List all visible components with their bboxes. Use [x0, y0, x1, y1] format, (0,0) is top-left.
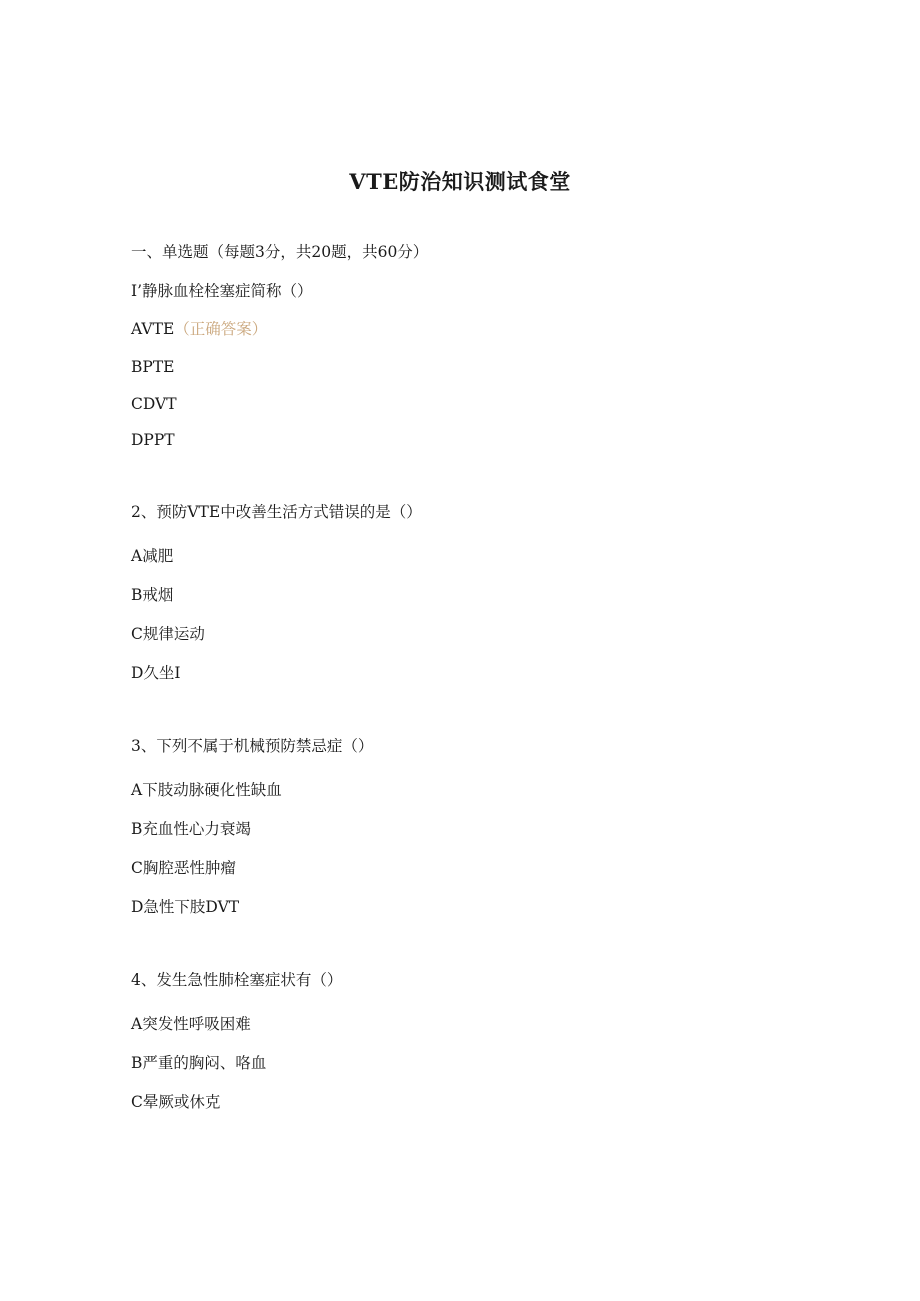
question-2-option-b: B戒烟: [131, 586, 174, 604]
question-3-option-d: D急性下肢DVT: [131, 898, 240, 916]
question-4-option-b: B严重的胸闷、咯血: [131, 1054, 267, 1072]
question-4-option-c: C晕厥或休克: [131, 1093, 221, 1111]
question-4-stem: 4、发生急性肺栓塞症状有（）: [131, 971, 343, 989]
option-text: AVTE: [131, 320, 175, 338]
page-title: VTE防治知识测试食堂: [349, 169, 571, 194]
question-2-stem: 2、预防VTE中改善生活方式错误的是（）: [131, 503, 422, 521]
question-2-option-a: A减肥: [131, 547, 174, 565]
question-3-option-c: C胸腔恶性肿瘤: [131, 859, 236, 877]
question-2-option-d: D久坐I: [131, 664, 181, 682]
question-3-option-a: A下肢动脉硬化性缺血: [131, 781, 282, 799]
question-1-stem: I’静脉血栓栓塞症简称（）: [131, 282, 313, 300]
section-heading: 一、单选题（每题3分，共20题，共60分）: [131, 243, 429, 261]
question-4-option-a: A突发性呼吸困难: [131, 1015, 251, 1033]
question-1-option-a: [131, 319, 267, 339]
question-1-option-b: BPTE: [131, 358, 175, 376]
question-3-stem: 3、下列不属于机械预防禁忌症（）: [131, 737, 374, 755]
question-3-option-b: B充血性心力衰竭: [131, 820, 251, 838]
correct-answer-mark: （正确答案）: [174, 320, 268, 338]
question-2-option-c: C规律运动: [131, 625, 205, 643]
question-1-option-d: DPPT: [131, 431, 175, 449]
question-1-option-c: CDVT: [131, 395, 177, 413]
